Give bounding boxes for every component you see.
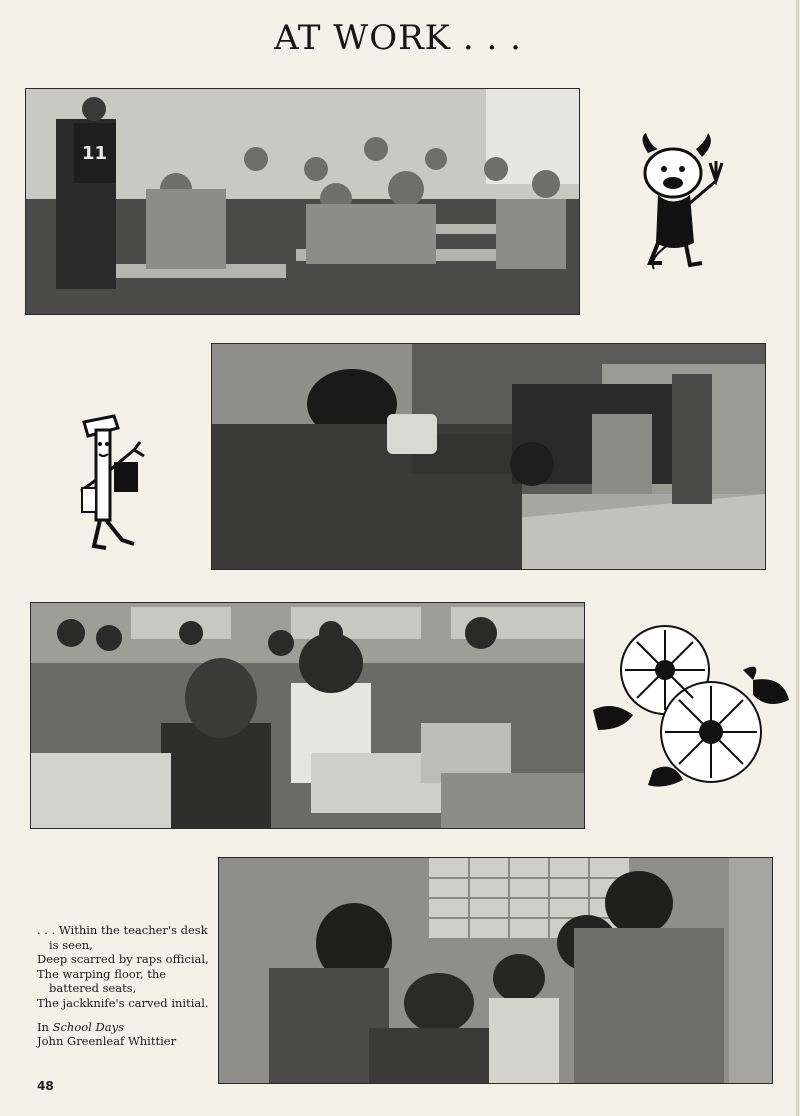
- jersey-number: 11: [82, 143, 108, 164]
- chrysanthemum-icon: [593, 620, 791, 795]
- credit-author: John Greenleaf Whittier: [37, 1034, 177, 1049]
- poem-line: battered seats,: [49, 981, 137, 996]
- poem-line: is seen,: [49, 937, 93, 952]
- poem-excerpt: [37, 923, 227, 1049]
- page-title: AT WORK . . .: [274, 18, 522, 58]
- credit-prefix: In: [37, 1019, 49, 1034]
- devil-mascot-icon: [628, 133, 728, 273]
- poem-credit: [37, 1020, 227, 1035]
- page-number: 48: [37, 1079, 54, 1093]
- photo-student-at-radial-saw: [211, 343, 766, 570]
- photo-group-around-desk: [218, 857, 773, 1084]
- poem-line: Deep scarred by raps official,: [37, 952, 209, 967]
- poem-line: The warping floor, the: [37, 966, 167, 981]
- photo-typing-class: [30, 602, 585, 829]
- poem-line: The jackknife's carved initial.: [37, 995, 209, 1010]
- photo-classroom-students-writing: [25, 88, 580, 315]
- credit-work: School Days: [52, 1019, 124, 1034]
- poem-line: . . . Within the teacher's desk: [37, 923, 208, 937]
- tool-character-icon: [74, 410, 154, 555]
